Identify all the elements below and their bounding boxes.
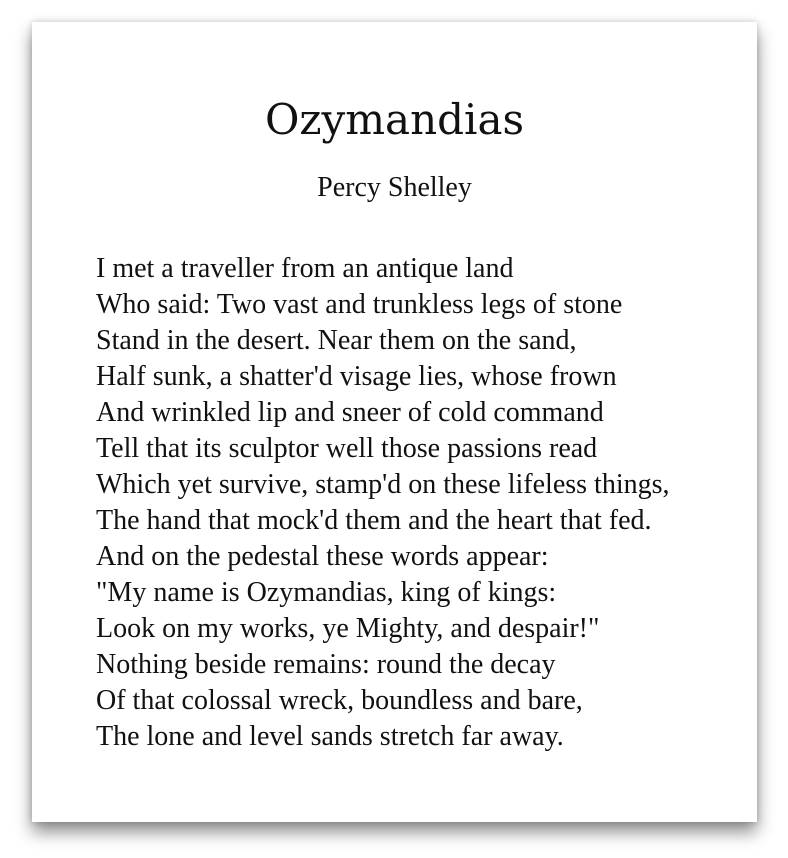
poem-line: Half sunk, a shatter'd visage lies, whose frown <box>96 361 617 392</box>
poem-line: "My name is Ozymandias, king of kings: <box>96 577 557 608</box>
poem-line: The hand that mock'd them and the heart that fed. <box>96 505 652 536</box>
poem-card <box>32 22 757 822</box>
poem-body <box>96 251 670 755</box>
poem-line: And on the pedestal these words appear: <box>96 541 549 572</box>
poem-line: Who said: Two vast and trunkless legs of stone <box>96 289 623 320</box>
poem-line: Of that colossal wreck, boundless and bare, <box>96 685 583 716</box>
poem-line: Stand in the desert. Near them on the sand, <box>96 325 577 356</box>
poem-author: Percy Shelley <box>317 172 472 203</box>
poem-title: Ozymandias <box>264 95 525 144</box>
poem-line: I met a traveller from an antique land <box>96 253 514 284</box>
poem-line: Nothing beside remains: round the decay <box>96 649 556 680</box>
poem-line: And wrinkled lip and sneer of cold command <box>96 397 604 428</box>
poem-line: Which yet survive, stamp'd on these lifeless things, <box>96 469 670 500</box>
poem-line: The lone and level sands stretch far away. <box>96 721 564 752</box>
poem-line: Tell that its sculptor well those passions read <box>96 433 598 464</box>
poem-line: Look on my works, ye Mighty, and despair!" <box>96 613 600 644</box>
